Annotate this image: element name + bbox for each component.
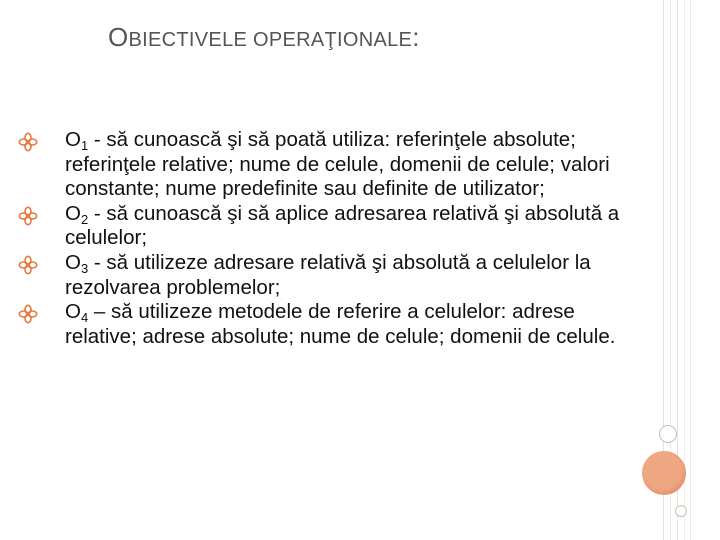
decorative-circle-small-top: [659, 425, 677, 443]
flower-bullet-icon: [18, 255, 38, 275]
objective-text: - să cunoască şi să poată utiliza: referinţele absolute; referinţele relative; nume de celule, domenii de celule; valori constante; nume predefinite sau definite de utilizator;: [65, 128, 610, 201]
objective-code: O: [65, 250, 81, 274]
objective-text: – să utilizeze metodele de referire a celulelor: adrese relative; adrese absolute; nume de celule; domenii de celule.: [65, 300, 616, 348]
decorative-circle-large: [642, 451, 686, 495]
objective-text: - să cunoască şi să aplice adresarea relativă şi absolută a celulelor;: [65, 201, 620, 250]
flower-bullet-icon: [18, 132, 38, 152]
objective-code: O: [65, 128, 81, 151]
objective-code: O: [65, 300, 81, 324]
flower-bullet-icon: [18, 304, 38, 324]
objective-item: [18, 251, 638, 300]
page-title: [108, 22, 420, 53]
flower-bullet-icon: [18, 206, 38, 226]
objective-code: O: [65, 201, 81, 225]
decorative-rail: [684, 0, 685, 540]
decorative-rail: [690, 0, 691, 540]
decorative-circle-small-bottom: [675, 505, 687, 517]
objective-item: [18, 202, 638, 251]
title-rest: BIECTIVELE OPERAŢIONALE: [128, 29, 413, 51]
objective-item: [18, 300, 638, 349]
objective-subscript: 4: [80, 310, 89, 326]
objective-item: [18, 128, 638, 202]
objective-subscript: 3: [80, 260, 89, 276]
title-colon: :: [412, 22, 420, 52]
objective-subscript: 1: [80, 138, 89, 153]
objectives-list: [18, 128, 638, 349]
title-initial: O: [108, 22, 129, 52]
objective-subscript: 2: [80, 211, 89, 227]
objective-text: - să utilizeze adresare relativă şi absolută a celulelor la rezolvarea problemelor;: [65, 250, 591, 299]
